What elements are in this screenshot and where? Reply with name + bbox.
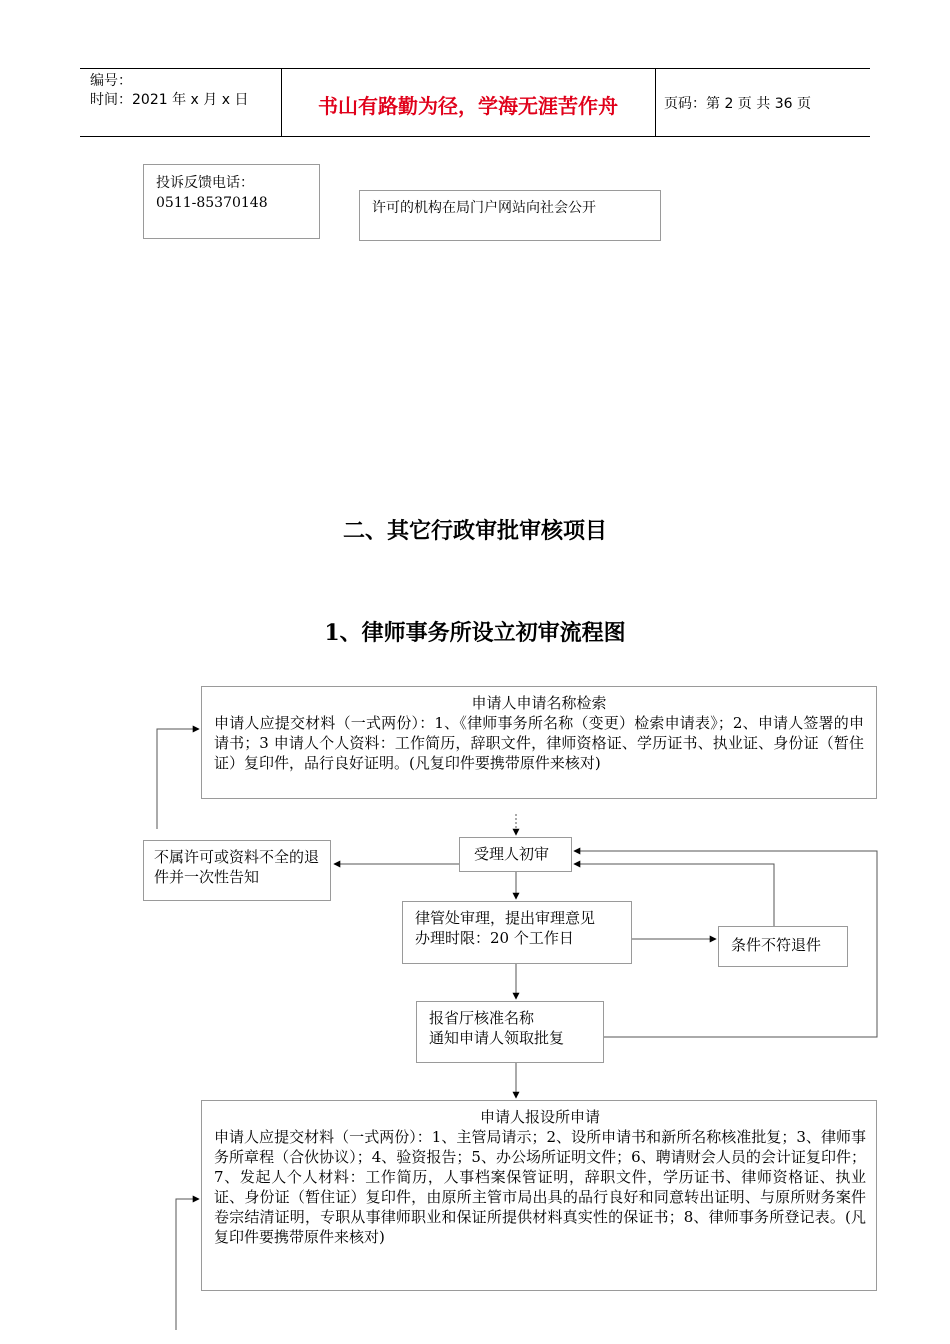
apply-setup-body: 申请人应提交材料（一式两份）：1、主管局请示；2、设所申请书和新所名称核准批复；3、律师事务所章程（合伙协议）；4、验资报告；5、办公场所证明文件；6、聘请财会人员的会计证复印件；7、发起人个人材料：工作简历，人事档案保管证明，辞职文件，学历证书、律师资格证、执业证、身份证（暂住证）复印件，由原所主管市局出具的品行良好和同意转出证明、与原所财务案件卷宗结清证明，专职从事律师职业和保证所提供材料真实性的保证书；8、律师事务所登记表。(凡复印件要携带原件来核对) [214, 1128, 866, 1246]
complaint-label: 投诉反馈电话： [156, 175, 254, 191]
header-number-label: 编号： [90, 73, 132, 89]
publish-text: 许可的机构在局门户网站向社会公开 [372, 200, 596, 216]
complaint-phone: 0511-85370148 [156, 195, 268, 211]
section-title: 二、其它行政审批审核项目 [342, 518, 607, 544]
loop-to-apply-name [157, 729, 199, 829]
loop-to-apply-setup [176, 1199, 199, 1330]
arrow-report-to-initial [574, 851, 877, 1037]
review-line2: 办理时限：20 个工作日 [415, 929, 574, 947]
review-line1: 律管处审理，提出审理意见 [415, 909, 596, 927]
arrow-condition-to-initial [574, 864, 774, 926]
reject-notice-text: 不属许可或资料不全的退件并一次性告知 [154, 848, 320, 886]
report-line1: 报省厅核准名称 [429, 1009, 535, 1027]
header-motto: 书山有路勤为径，学海无涯苦作舟 [318, 94, 618, 118]
condition-reject-text: 条件不符退件 [731, 936, 822, 954]
header-page-info: 页码：第 2 页 共 36 页 [664, 96, 811, 112]
initial-review-text: 受理人初审 [474, 845, 550, 863]
apply-setup-title: 申请人报设所申请 [479, 1108, 600, 1126]
apply-name-title: 申请人申请名称检索 [471, 694, 607, 712]
header-time-label: 时间：2021 年 x 月 x 日 [90, 92, 249, 108]
apply-name-body: 申请人应提交材料（一式两份）：1、《律师事务所名称（变更）检索申请表》；2、申请人签署的申请书；3 申请人个人资料：工作简历，辞职文件，律师资格证、学历证书、执业证、身份证（暂住证）复印件，品行良好证明。(凡复印件要携带原件来核对) [214, 714, 864, 772]
report-line2: 通知申请人领取批复 [429, 1029, 565, 1047]
flow-title: 1、律师事务所设立初审流程图 [324, 620, 626, 646]
